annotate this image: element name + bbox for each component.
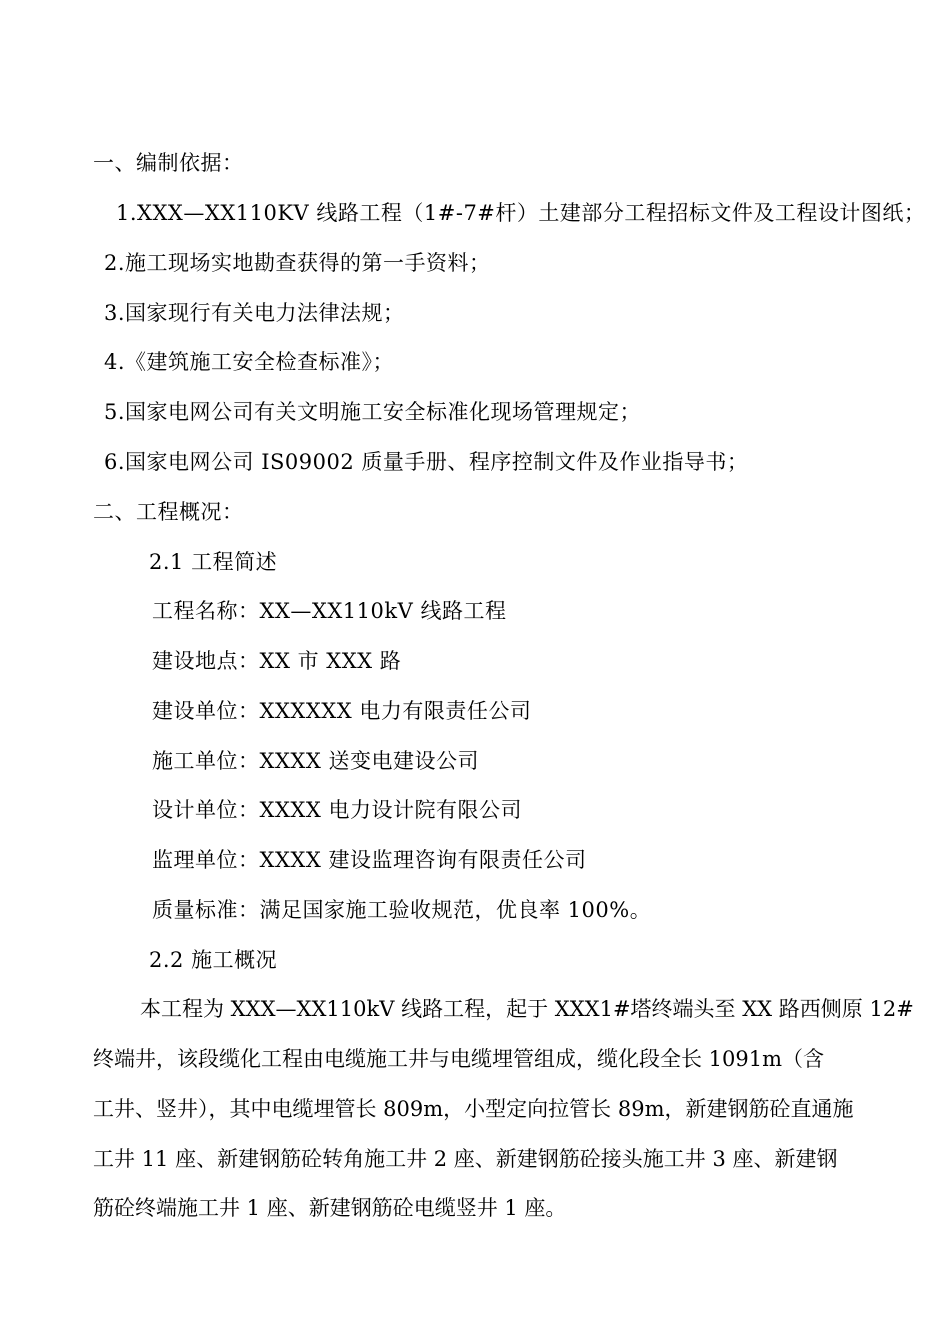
field-designer: 设计单位：XXXX 电力设计院有限公司 [152,798,522,822]
field-supervisor: 监理单位：XXXX 建设监理咨询有限责任公司 [152,848,587,872]
field-contractor: 施工单位：XXXX 送变电建设公司 [152,749,479,773]
subsection-title-construction: 2.2 施工概况 [149,948,278,972]
basis-item-3: 3.国家现行有关电力法律法规； [104,301,405,325]
section-heading-overview: 二、工程概况： [93,500,244,524]
subsection-title-summary: 2.1 工程简述 [149,550,278,574]
paragraph-line-3: 工井、竖井），其中电缆埋管长 809m，小型定向拉管长 89m，新建钢筋砼直通施 [93,1097,854,1121]
basis-item-2: 2.施工现场实地勘查获得的第一手资料； [104,251,491,275]
paragraph-line-2: 终端井，该段缆化工程由电缆施工井与电缆埋管组成，缆化段全长 1091m（含 [93,1047,825,1071]
paragraph-line-1: 本工程为 XXX—XX110kV 线路工程，起于 XXX1#塔终端头至 XX 路西侧原 12# [140,997,914,1021]
field-location: 建设地点：XX 市 XXX 路 [152,649,402,673]
field-owner: 建设单位：XXXXXX 电力有限责任公司 [152,699,532,723]
section-heading-basis: 一、编制依据： [93,151,244,175]
basis-item-6: 6.国家电网公司 IS09002 质量手册、程序控制文件及作业指导书； [104,450,749,474]
paragraph-line-5: 筋砼终端施工井 1 座、新建钢筋砼电缆竖井 1 座。 [93,1196,567,1220]
field-quality-standard: 质量标准：满足国家施工验收规范，优良率 100%。 [152,898,652,922]
basis-item-4: 4.《建筑施工安全检查标准》； [104,350,395,374]
basis-item-5: 5.国家电网公司有关文明施工安全标准化现场管理规定； [104,400,642,424]
paragraph-line-4: 工井 11 座、新建钢筋砼转角施工井 2 座、新建钢筋砼接头施工井 3 座、新建钢 [93,1147,838,1171]
basis-item-1: 1.XXX—XX110KV 线路工程（1#-7#杆）土建部分工程招标文件及工程设计图纸； [116,201,926,225]
field-project-name: 工程名称：XX—XX110kV 线路工程 [152,599,507,623]
